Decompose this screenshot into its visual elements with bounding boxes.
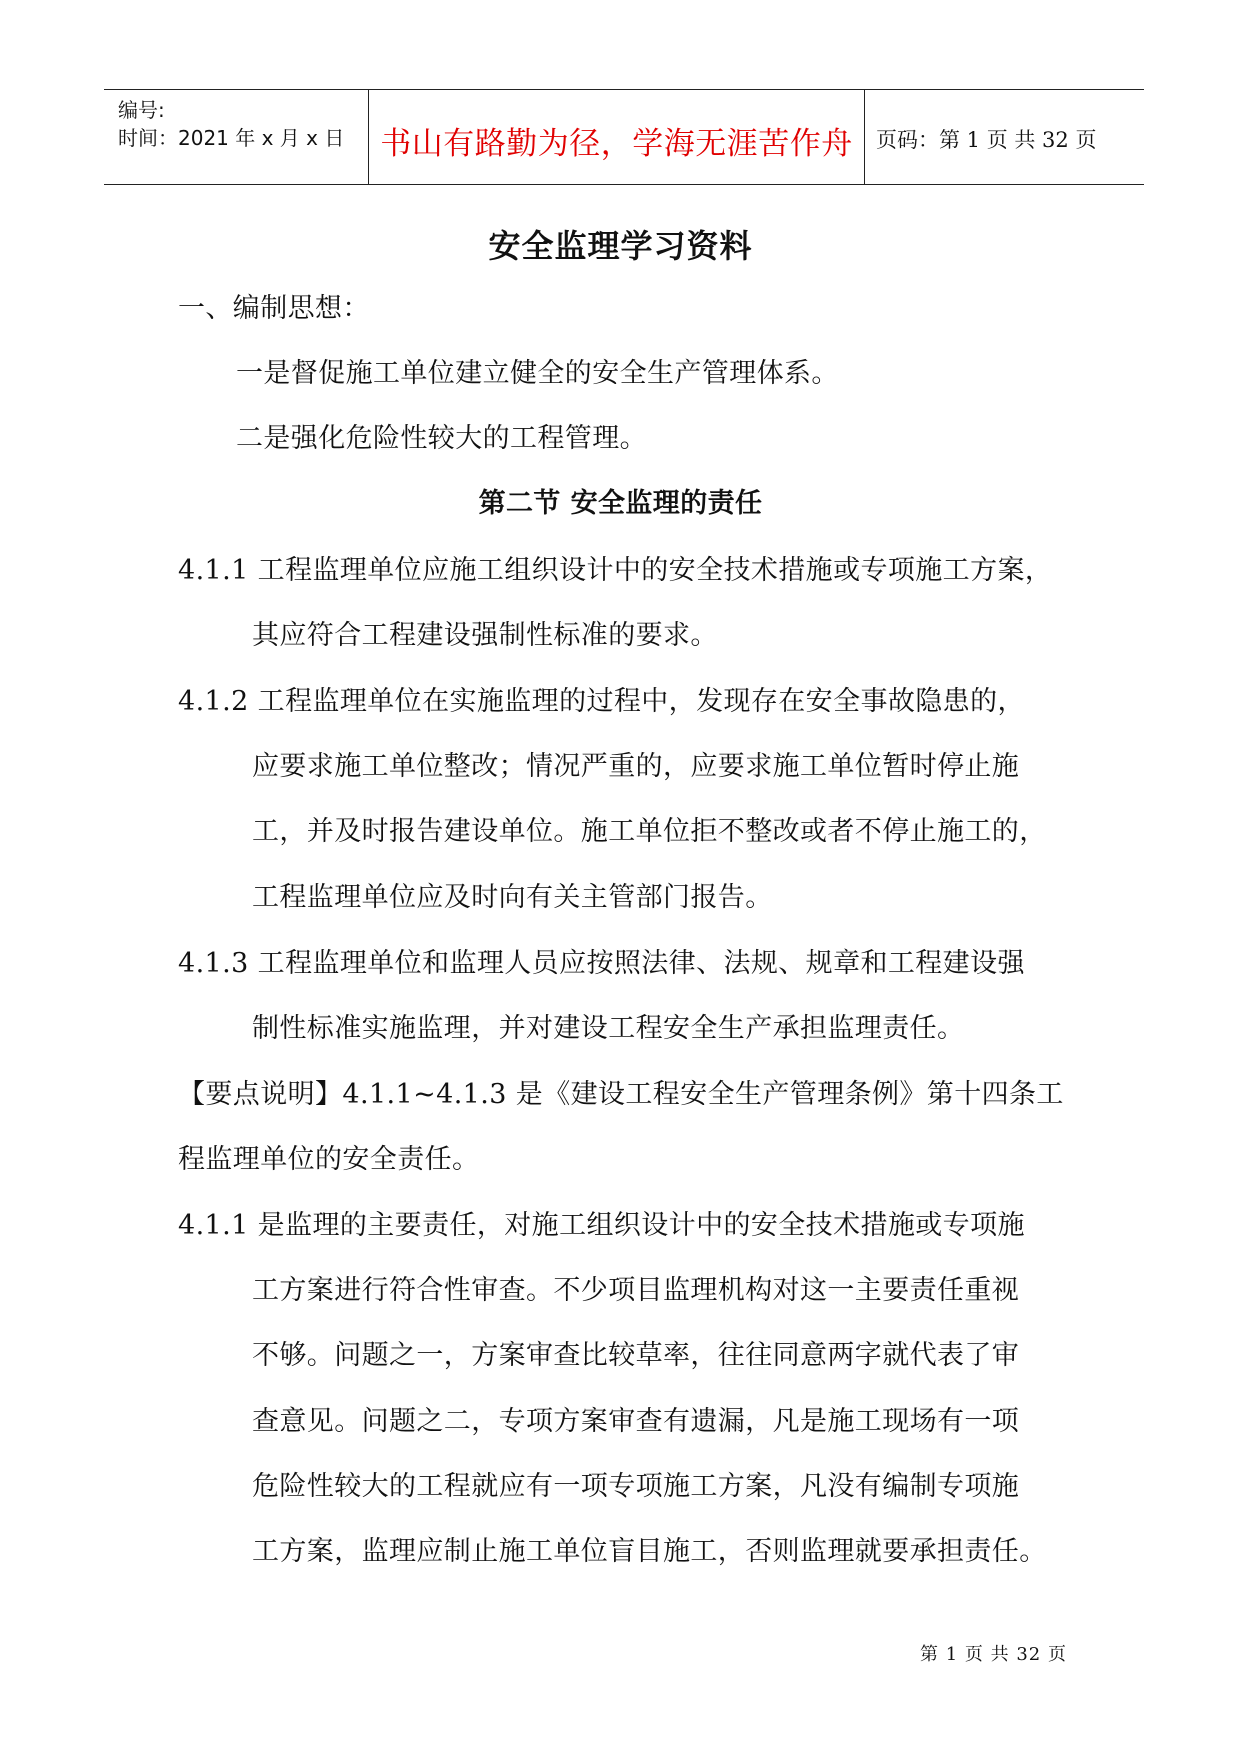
idea-2: 二是强化危险性较大的工程管理。: [236, 423, 647, 454]
explanation-line: 查意见。问题之二，专项方案审查有遗漏，凡是施工现场有一项: [252, 1406, 1020, 1437]
header-table: [104, 89, 1144, 185]
page-code: 页码：第 1 页 共 32 页: [876, 128, 1097, 152]
clause-4-1-1-line: 4.1.1 工程监理单位应施工组织设计中的安全技术措施或专项施工方案，: [178, 555, 1053, 586]
clause-4-1-2-line: 工程监理单位应及时向有关主管部门报告。: [252, 882, 773, 913]
explanation-line: 危险性较大的工程就应有一项专项施工方案，凡没有编制专项施: [252, 1471, 1020, 1502]
page-footer: 第 1 页 共 32 页: [920, 1644, 1067, 1665]
clause-4-1-2-line: 4.1.2 工程监理单位在实施监理的过程中，发现存在安全事故隐患的，: [178, 686, 1025, 717]
section-heading: 第二节 安全监理的责任: [478, 488, 763, 519]
explanation-line: 工方案进行符合性审查。不少项目监理机构对这一主要责任重视: [252, 1275, 1020, 1306]
clause-4-1-1-line: 其应符合工程建设强制性标准的要求。: [252, 620, 718, 651]
header-motto-cell: [369, 90, 865, 184]
explanation-line: 4.1.1 是监理的主要责任，对施工组织设计中的安全技术措施或专项施: [178, 1210, 1025, 1241]
explanation-line: 不够。问题之一，方案审查比较草率，往往同意两字就代表了审: [252, 1340, 1020, 1371]
clause-4-1-2-line: 应要求施工单位整改；情况严重的，应要求施工单位暂时停止施: [252, 751, 1020, 782]
explanation-line: 工方案，监理应制止施工单位盲目施工，否则监理就要承担责任。: [252, 1536, 1047, 1567]
key-point-line: 【要点说明】4.1.1~4.1.3 是《建设工程安全生产管理条例》第十四条工: [178, 1079, 1064, 1110]
header-info-cell: [104, 90, 369, 184]
clause-4-1-3-line: 制性标准实施监理，并对建设工程安全生产承担监理责任。: [252, 1013, 965, 1044]
key-point-line: 程监理单位的安全责任。: [178, 1144, 480, 1175]
clause-4-1-2-line: 工，并及时报告建设单位。施工单位拒不整改或者不停止施工的，: [252, 816, 1047, 847]
clause-4-1-3-line: 4.1.3 工程监理单位和监理人员应按照法律、法规、规章和工程建设强: [178, 948, 1025, 979]
idea-1: 一是督促施工单位建立健全的安全生产管理体系。: [236, 358, 839, 389]
time-label: 时间：2021 年 x 月 x 日: [118, 126, 345, 150]
number-label: 编号:: [118, 98, 165, 122]
header-page-cell: [866, 90, 1144, 184]
doc-title: 安全监理学习资料: [488, 227, 753, 265]
motto: 书山有路勤为径，学海无涯苦作舟: [380, 126, 853, 162]
heading-compile-ideas: 一、编制思想：: [178, 293, 370, 324]
